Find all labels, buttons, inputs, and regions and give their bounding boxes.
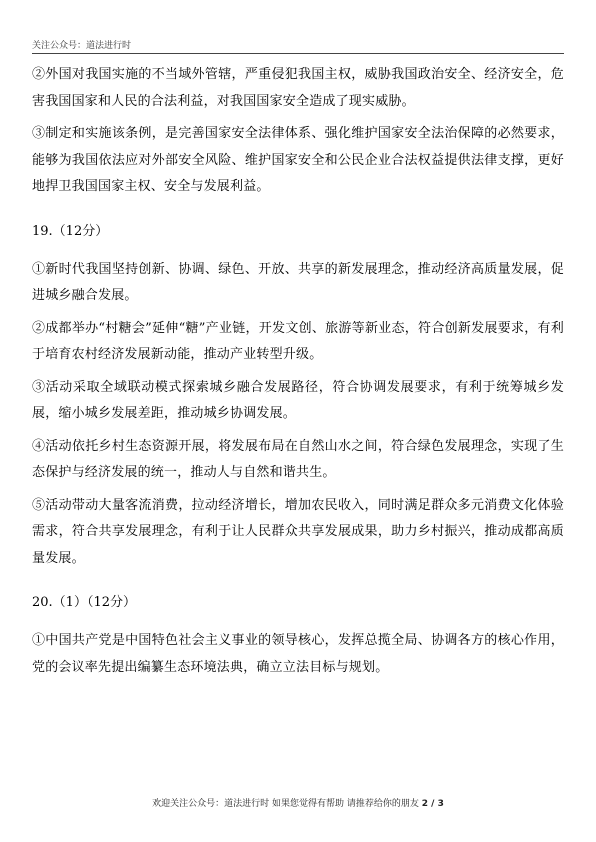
header-divider — [32, 53, 564, 54]
page-header: 关注公众号：道法进行时 — [32, 41, 132, 51]
question-heading-20: 20.（1）（12分） — [32, 595, 136, 610]
page-number: 2 / 3 — [421, 799, 444, 809]
paragraph: ②外国对我国实施的不当域外管辖，严重侵犯我国主权，威胁我国政治安全、经济安全，危害我国国家和人民的合法利益，对我国国家安全造成了现实威胁。 — [32, 67, 564, 109]
paragraph: ⑤活动带动大量客流消费，拉动经济增长，增加农民收入，同时满足群众多元消费文化体验需求，符合共享发展理念，有利于让人民群众共享发展成果，助力乡村振兴，推动成都高质量发展。 — [32, 497, 564, 566]
paragraph: ①新时代我国坚持创新、协调、绿色、开放、共享的新发展理念，推动经济高质量发展，促进城乡融合发展。 — [32, 261, 564, 303]
page-footer — [0, 796, 596, 809]
paragraph: ②成都举办“村糖会”延伸“糖”产业链，开发文创、旅游等新业态，符合创新发展要求，有利于培育农村经济发展新动能，推动产业转型升级。 — [32, 320, 564, 362]
document-body — [32, 62, 564, 687]
paragraph: ④活动依托乡村生态资源开展，将发展布局在自然山水之间，符合绿色发展理念，实现了生态保护与经济发展的统一，推动人与自然和谐共生。 — [32, 438, 564, 480]
paragraph: ③制定和实施该条例，是完善国家安全法律体系、强化维护国家安全法治保障的必然要求，能够为我国依法应对外部安全风险、维护国家安全和公民企业合法权益提供法律支撑，更好地捍卫我国国家主权、安全与发展利益。 — [32, 126, 564, 194]
question-heading-19: 19.（12分） — [32, 223, 109, 239]
paragraph: ①中国共产党是中国特色社会主义事业的领导核心，发挥总揽全局、协调各方的核心作用，党的会议率先提出编纂生态环境法典，确立立法目标与规划。 — [32, 633, 564, 675]
footer-text: 欢迎关注公众号：道法进行时 如果您觉得有帮助 请推荐给你的朋友 — [152, 799, 419, 809]
paragraph: ③活动采取全域联动模式探索城乡融合发展路径，符合协调发展要求，有利于统筹城乡发展，缩小城乡发展差距，推动城乡协调发展。 — [32, 379, 564, 421]
